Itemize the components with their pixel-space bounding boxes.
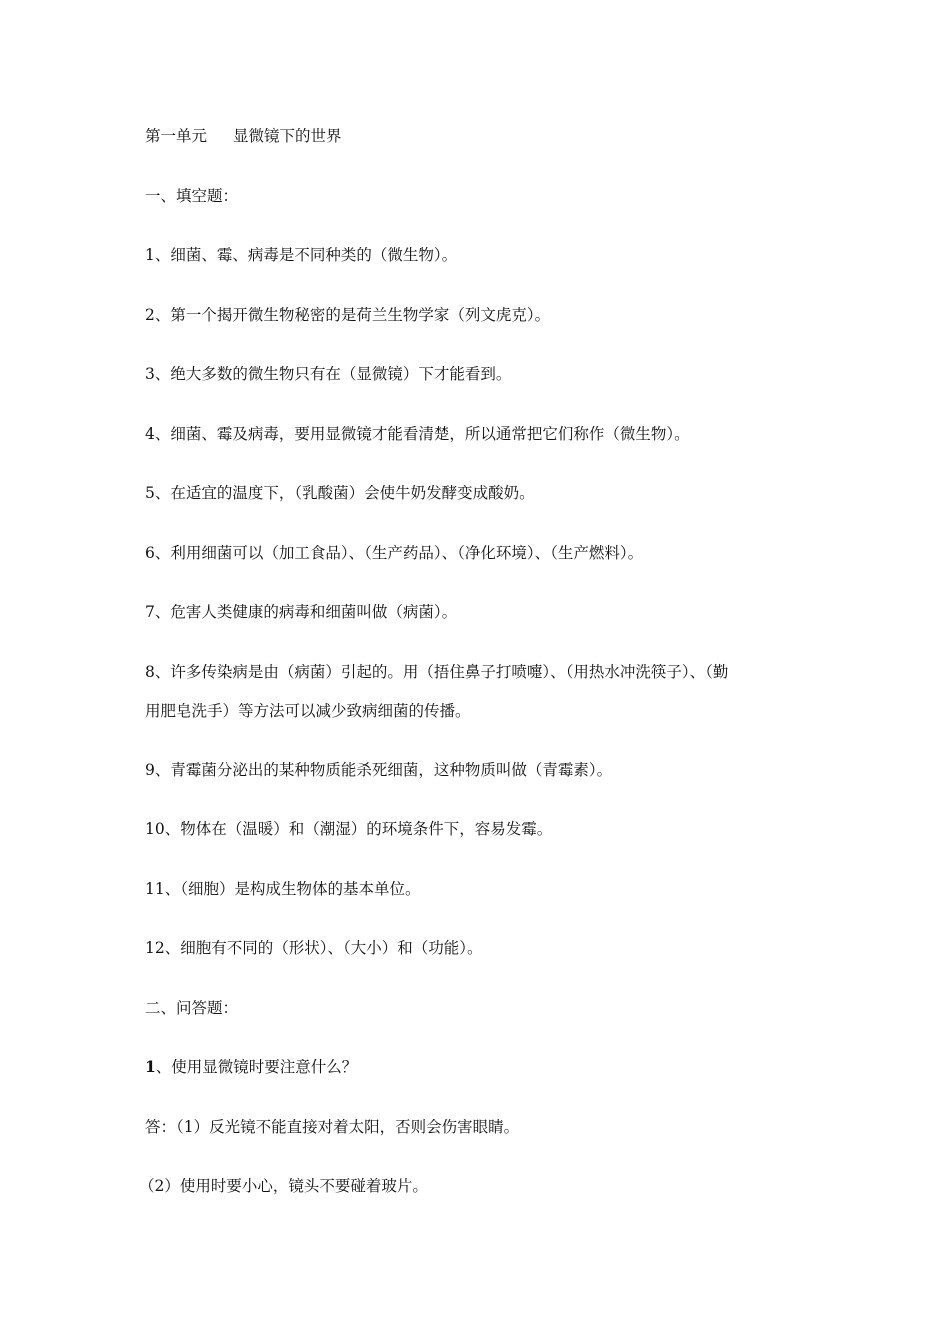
unit-number: 第一单元 [145, 127, 208, 145]
fill-item-7: 7、危害人类健康的病毒和细菌叫做（病菌）。 [145, 603, 458, 621]
unit-name: 显微镜下的世界 [233, 127, 342, 145]
question-1 [145, 1057, 357, 1077]
fill-item-8-line-1: 8、许多传染病是由（病菌）引起的。用（捂住鼻子打喷嚏）、（用热水冲洗筷子）、（勤 [145, 663, 729, 681]
fill-item-2: 2、第一个揭开微生物秘密的是荷兰生物学家（列文虎克）。 [145, 306, 551, 324]
fill-item-3: 3、绝大多数的微生物只有在（显微镜）下才能看到。 [145, 365, 512, 383]
fill-item-11: 11、（细胞）是构成生物体的基本单位。 [145, 880, 421, 898]
fill-item-8-line-2: 用肥皂洗手）等方法可以减少致病细菌的传播。 [145, 702, 471, 720]
fill-item-1: 1、细菌、霉、病毒是不同种类的（微生物）。 [145, 246, 458, 264]
unit-title [145, 126, 342, 146]
section-heading-qa: 二、问答题： [145, 999, 239, 1017]
section-heading-fill: 一、填空题： [145, 187, 239, 205]
answer-1-line-1: 答：（1）反光镜不能直接对着太阳，否则会伤害眼睛。 [145, 1118, 520, 1136]
answer-1-line-2: （2）使用时要小心，镜头不要碰着玻片。 [139, 1177, 428, 1195]
fill-item-9: 9、青霉菌分泌出的某种物质能杀死细菌，这种物质叫做（青霉素）。 [145, 761, 613, 779]
fill-item-6: 6、利用细菌可以（加工食品）、（生产药品）、（净化环境）、（生产燃料）。 [145, 544, 644, 562]
fill-item-10: 10、物体在（温暖）和（潮湿）的环境条件下，容易发霉。 [145, 820, 553, 838]
fill-item-4: 4、细菌、霉及病毒，要用显微镜才能看清楚，所以通常把它们称作（微生物）。 [145, 425, 690, 443]
fill-item-12: 12、细胞有不同的（形状）、（大小）和（功能）。 [145, 939, 483, 957]
question-text: 、使用显微镜时要注意什么？ [155, 1058, 358, 1076]
fill-item-5: 5、在适宜的温度下，（乳酸菌）会使牛奶发酵变成酸奶。 [145, 484, 535, 502]
question-number: 1 [145, 1057, 156, 1076]
